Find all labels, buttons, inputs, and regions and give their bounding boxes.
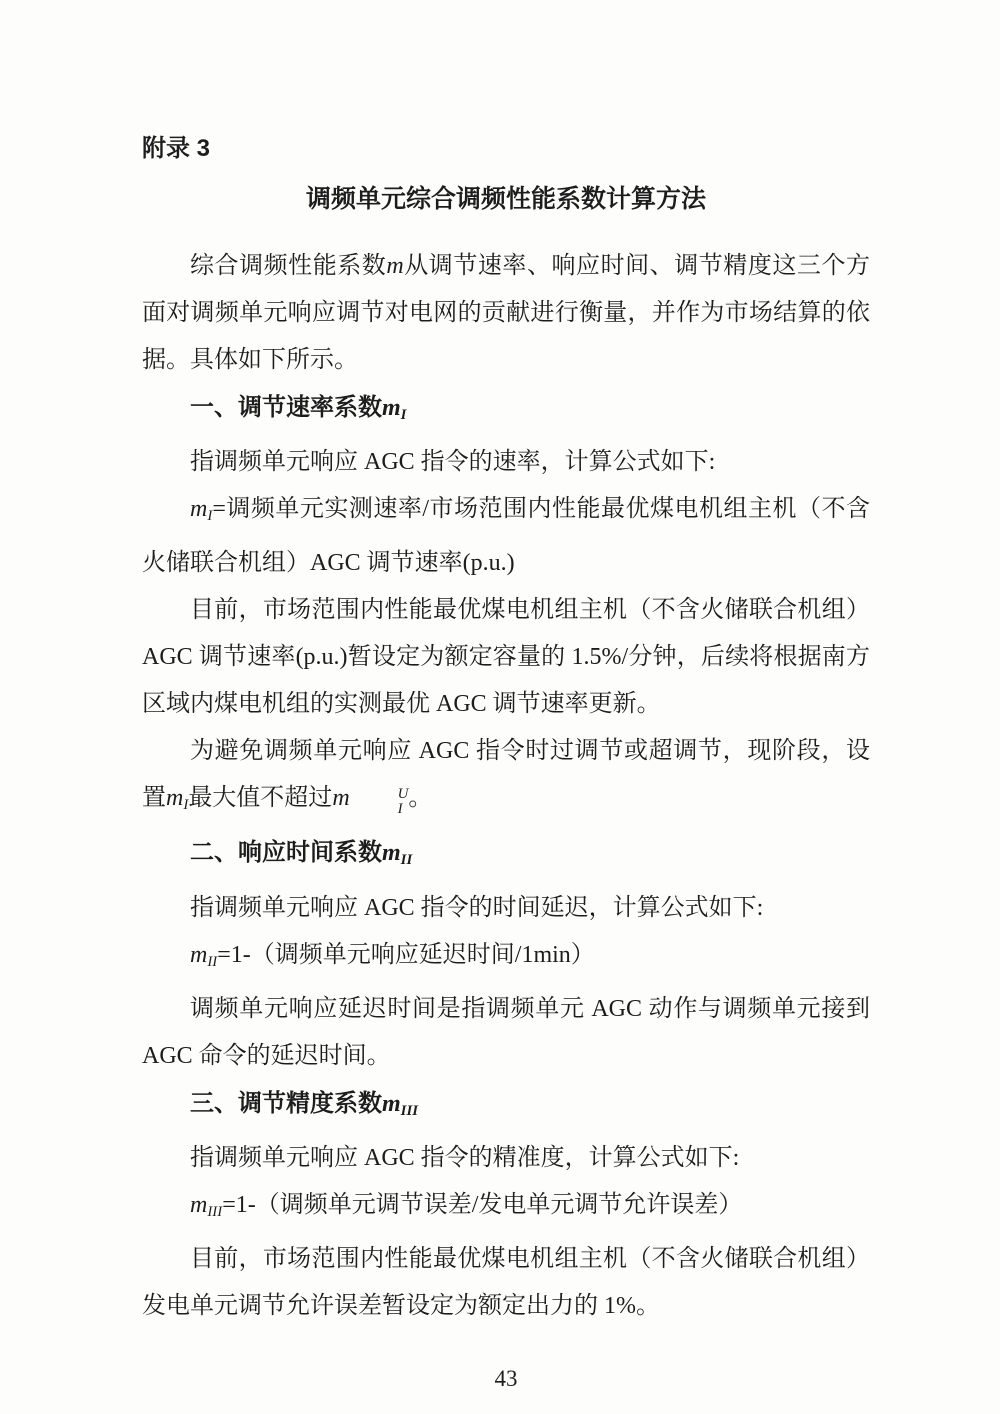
- math-variable-m: m: [190, 496, 208, 523]
- math-subscript: II: [400, 852, 413, 869]
- math-subscript: I: [207, 508, 213, 525]
- section1-paragraph-2: 目前，市场范围内性能最优煤电机组主机（不含火储联合机组）AGC 调节速率(p.u.)暂设定为额定容量的 1.5%/分钟，后续将根据南方区域内煤电机组的实测最优 AGC 调节速率更新。: [142, 597, 870, 718]
- math-variable-m: m: [190, 941, 208, 968]
- page-number: 43: [494, 1366, 518, 1392]
- section3-paragraph-2: 目前，市场范围内性能最优煤电机组主机（不含火储联合机组）发电单元调节允许误差暂设定为额定出力的 1%。: [142, 1246, 870, 1320]
- appendix-label: 附录 3: [142, 135, 211, 162]
- math-variable-m: m: [332, 785, 350, 812]
- text-segment: 从调节速率、响应时间、调节精度这三个方面对调频单元响应调节对电网的贡献进行衡量，并作为市场结算的依据。具体如下所示。: [142, 253, 870, 373]
- text-segment: 。: [408, 785, 433, 812]
- section3-paragraph-1: 指调频单元响应 AGC 指令的精准度，计算公式如下:: [190, 1144, 740, 1171]
- text-segment: 为避免调频单元响应 AGC 指令时过调节或超调节，现阶段，设置: [142, 738, 870, 812]
- text-segment: =1-（调频单元响应延迟时间/1min）: [217, 941, 595, 968]
- intro-paragraph: [142, 243, 870, 384]
- section3-heading: [142, 1080, 870, 1135]
- section2-formula: [142, 932, 870, 986]
- math-variable-m: m: [382, 840, 401, 867]
- text-segment: =调频单元实测速率/市场范围内性能最优煤电机组主机（不含火储联合机组）AGC 调节速率(p.u.): [142, 496, 870, 577]
- heading-text: 二、响应时间系数: [190, 839, 382, 867]
- section2-paragraph-1: 指调频单元响应 AGC 指令的时间延迟，计算公式如下:: [190, 894, 764, 921]
- math-subscript: III: [207, 1204, 223, 1221]
- page-title: 调频单元综合调频性能系数计算方法: [305, 185, 706, 213]
- heading-text: 三、调节精度系数: [190, 1089, 382, 1117]
- math-superscript: U: [397, 785, 409, 802]
- section2-heading: [142, 829, 870, 884]
- section1-paragraph-1: 指调频单元响应 AGC 指令的速率，计算公式如下:: [190, 449, 716, 476]
- math-variable-m: m: [382, 1090, 401, 1117]
- math-subscript: I: [397, 801, 403, 818]
- math-subscript: I: [400, 407, 407, 424]
- section3-formula: [142, 1182, 870, 1236]
- section1-paragraph-3: [142, 728, 870, 829]
- math-subscript: II: [207, 953, 218, 970]
- section1-heading: [142, 384, 870, 439]
- text-segment: 综合调频性能系数: [190, 253, 387, 279]
- math-supsub-stack: [350, 787, 409, 818]
- math-variable-m: m: [190, 1191, 208, 1218]
- text-segment: 最大值不超过: [188, 785, 333, 812]
- section1-formula: [142, 486, 870, 587]
- math-subscript: I: [183, 797, 189, 814]
- math-variable-m: m: [166, 785, 184, 812]
- heading-text: 一、调节速率系数: [190, 394, 382, 421]
- text-segment: =1-（调频单元调节误差/发电单元调节允许误差）: [222, 1191, 743, 1218]
- math-variable-m: m: [386, 253, 404, 279]
- math-subscript: III: [400, 1102, 419, 1119]
- math-variable-m: m: [382, 395, 401, 421]
- section2-paragraph-2: 调频单元响应延迟时间是指调频单元 AGC 动作与调频单元接到 AGC 命令的延迟时间。: [142, 995, 870, 1069]
